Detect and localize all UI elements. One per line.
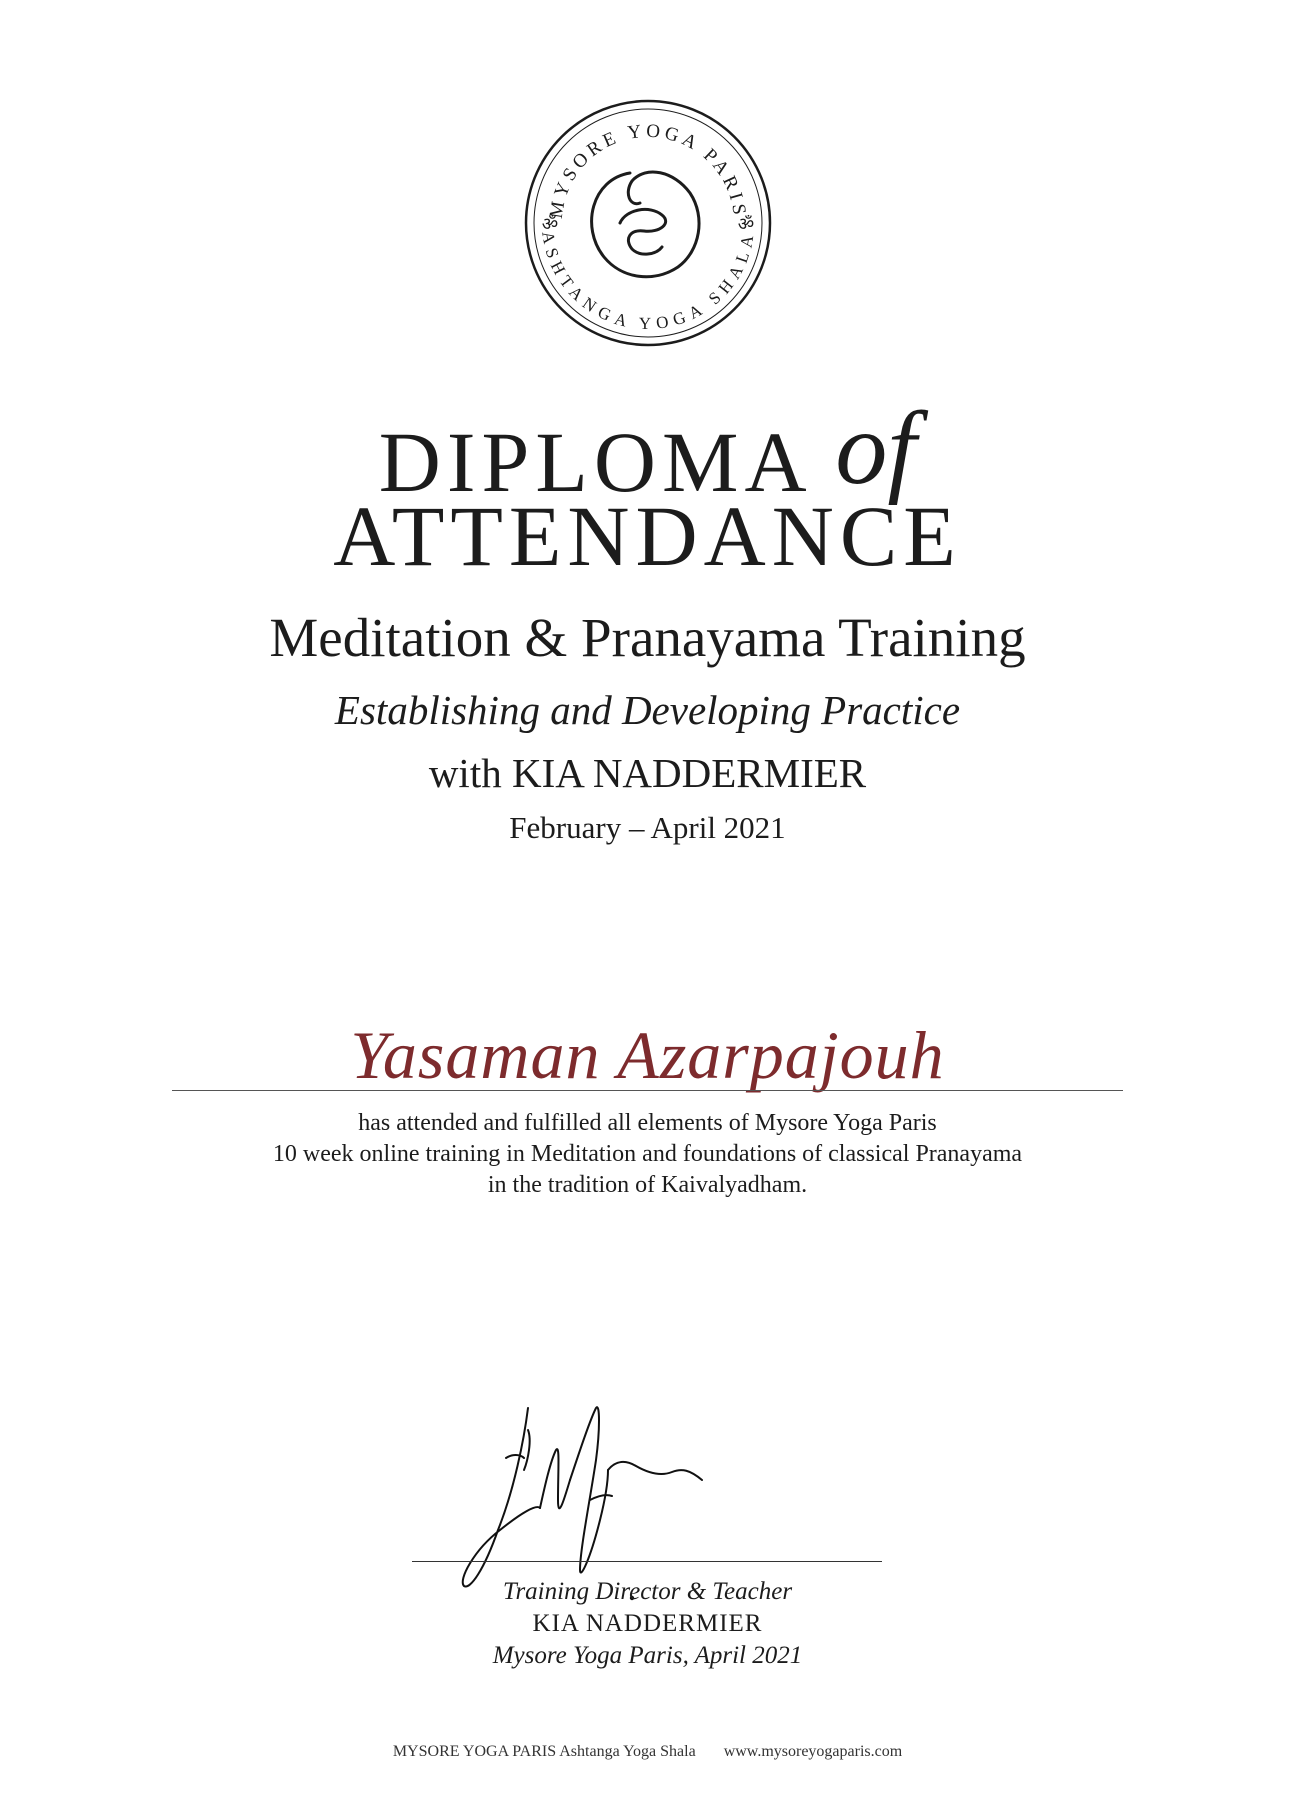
recipient-underline <box>172 1090 1123 1091</box>
seal-top-text: MYSORE YOGA PARIS <box>545 120 751 220</box>
course-dates: February – April 2021 <box>509 810 786 845</box>
om-right-icon: ॐ <box>737 214 755 235</box>
footer-brand: MYSORE YOGA PARIS Ashtanga Yoga Shala <box>392 1743 696 1760</box>
statement-line-2: 10 week online training in Meditation and foundations of classical Pranayama <box>272 1141 1023 1167</box>
signatory-name: KIA NADDERMIER <box>532 1610 763 1637</box>
spiral-emblem-icon <box>592 172 699 277</box>
teacher-line: with KIA NADDERMIER <box>428 750 867 796</box>
signatory-place-date: Mysore Yoga Paris, April 2021 <box>492 1642 803 1669</box>
title-diploma: DIPLOMA <box>378 414 808 510</box>
signature-line <box>412 1561 882 1562</box>
svg-text:MYSORE YOGA PARIS <box>546 121 750 220</box>
statement-line-1: has attended and fulfilled all elements of Mysore Yoga Paris <box>358 1110 937 1136</box>
seal-logo <box>522 97 774 349</box>
course-title: Meditation & Pranayama Training <box>269 607 1026 668</box>
statement-line-3: in the tradition of Kaivalyadham. <box>487 1172 808 1198</box>
title-attendance: ATTENDANCE <box>333 488 962 584</box>
seal-bottom-text: ASHTANGA YOGA SHALA <box>538 229 758 334</box>
signatory-role: Training Director & Teacher <box>502 1578 793 1605</box>
title-of: of <box>835 391 917 506</box>
course-subtitle: Establishing and Developing Practice <box>334 687 961 733</box>
footer <box>0 1743 1295 1761</box>
recipient-name: Yasaman Azarpajouh <box>350 1017 945 1093</box>
attendance-statement <box>0 1108 1295 1201</box>
footer-website: www.mysoreyogaparis.com <box>723 1743 903 1760</box>
om-left-icon: ॐ <box>541 214 559 235</box>
